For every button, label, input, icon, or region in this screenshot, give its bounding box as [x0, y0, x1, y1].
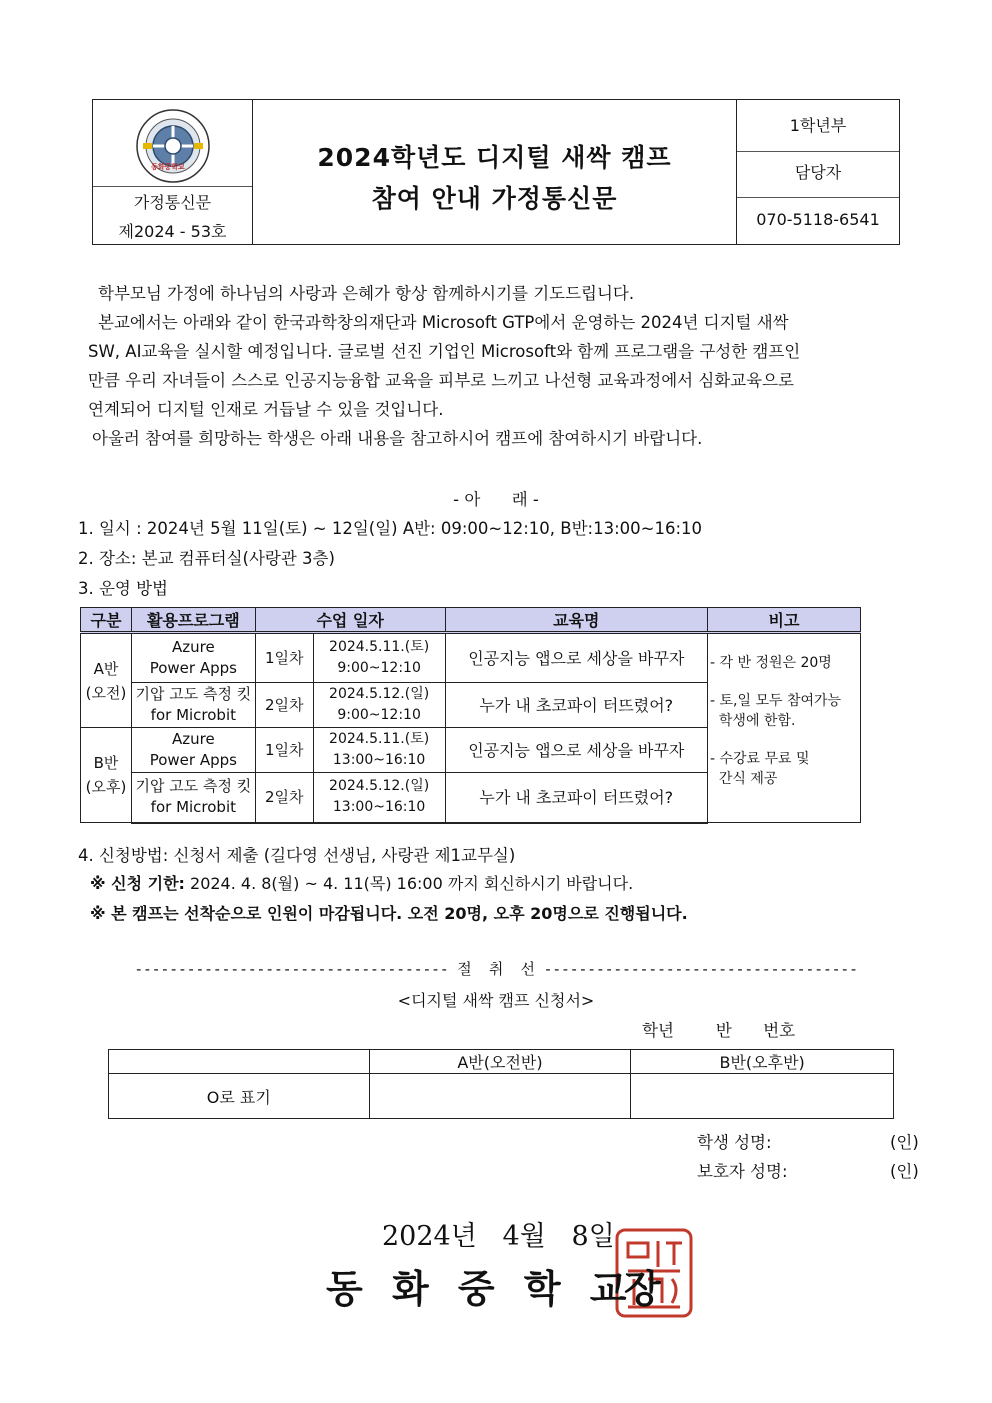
issue-date: 2024년 4월 8일	[382, 1221, 615, 1252]
form-row-label: O로 표기	[109, 1074, 370, 1119]
item-schedule: 1. 일시 : 2024년 5월 11일(토) ~ 12일(일) A반: 09:00~12:10, B반:13:00~16:10	[78, 519, 703, 538]
header-box	[92, 99, 900, 245]
info-cell	[737, 100, 899, 244]
note-deadline-label: ※ 신청 기한:	[90, 874, 185, 893]
item-apply: 4. 신청방법: 신청서 제출 (길다영 선생님, 사랑관 제1교무실)	[78, 846, 516, 865]
contact-label: 담당자	[737, 151, 899, 198]
student-seal-mark: (인)	[890, 1133, 919, 1152]
row-day: 1일차	[255, 633, 313, 683]
remarks-cell	[708, 633, 861, 823]
row-program: 기압 고도 측정 킷 for Microbit	[131, 773, 255, 823]
student-sign-label: 학생 성명:	[697, 1133, 772, 1152]
logo-text-bottom: 동화중학교	[151, 163, 185, 171]
form-corner	[109, 1050, 370, 1074]
table-header-row	[81, 608, 861, 633]
row-course: 인공지능 앱으로 세상을 바꾸자	[445, 633, 707, 683]
th-program: 활용프로그램	[131, 608, 255, 633]
application-form-table	[108, 1049, 894, 1119]
logo-divider	[93, 186, 252, 187]
parent-seal-mark: (인)	[890, 1162, 919, 1181]
remark-2: - 토,일 모두 참여가능 학생에 한함.	[710, 693, 842, 729]
row-course: 인공지능 앱으로 세상을 바꾸자	[445, 728, 707, 773]
school-name: 동 화 중 학 교	[326, 1266, 635, 1311]
parent-sign-label: 보호자 성명:	[697, 1162, 788, 1181]
doc-number: 제2024 - 53호	[118, 222, 227, 241]
logo-text-top	[93, 100, 252, 101]
row-date: 2024.5.12.(일) 9:00~12:10	[313, 683, 445, 728]
item-method: 3. 운영 방법	[78, 579, 168, 598]
th-course: 교육명	[445, 608, 707, 633]
intro-p2-line4: 연계되어 디지털 인재로 거듭날 수 있을 것입니다.	[88, 400, 444, 419]
form-check-a[interactable]	[369, 1074, 631, 1119]
remark-3: - 수강료 무료 및 간식 제공	[710, 751, 810, 787]
logo-cell	[93, 100, 253, 244]
row-date: 2024.5.11.(토) 13:00~16:10	[313, 728, 445, 773]
title-line-2: 참여 안내 가정통신문	[371, 184, 618, 213]
remark-1: - 각 반 정원은 20명	[710, 655, 832, 671]
principal-title: 장	[624, 1266, 661, 1311]
item-location: 2. 장소: 본교 컴퓨터실(사랑관 3층)	[78, 549, 335, 568]
row-day: 2일차	[255, 773, 313, 823]
intro-p2-line3: 만큼 우리 자녀들이 스스로 인공지능융합 교육을 피부로 느끼고 나선형 교육과정에서 심화교육으로	[88, 371, 794, 390]
group-b: B반 (오후)	[81, 728, 132, 823]
schedule-table	[80, 607, 861, 824]
row-day: 2일차	[255, 683, 313, 728]
phone: 070-5118-6541	[756, 210, 880, 229]
dept: 1학년부	[737, 100, 899, 152]
intro-text	[88, 279, 908, 453]
row-program: Azure Power Apps	[131, 633, 255, 683]
title-cell	[253, 100, 737, 244]
row-program: Azure Power Apps	[131, 728, 255, 773]
note-first-come: ※ 본 캠프는 선착순으로 인원이 마감됩니다. 오전 20명, 오후 20명으로 진행됩니다.	[90, 904, 688, 923]
form-col-b: B반(오후반)	[631, 1050, 894, 1074]
student-info-line: 학년 반 번호	[642, 1021, 796, 1040]
intro-p2-line2: SW, AI교육을 실시할 예정입니다. 글로벌 선진 기업인 Microsoft와 함께 프로그램을 구성한 캠프인	[88, 342, 801, 361]
th-remarks: 비고	[708, 608, 861, 633]
intro-p3: 아울러 참여를 희망하는 학생은 아래 내용을 참고하시어 캠프에 참여하시기 바랍니다.	[92, 429, 703, 448]
section-title: - 아 래 -	[453, 490, 539, 509]
form-check-b[interactable]	[631, 1074, 894, 1119]
group-a: A반 (오전)	[81, 633, 132, 728]
row-course: 누가 내 초코파이 터뜨렸어?	[445, 773, 707, 823]
form-title: <디지털 새싹 캠프 신청서>	[397, 991, 595, 1010]
note-deadline	[90, 871, 633, 894]
row-date: 2024.5.12.(일) 13:00~16:10	[313, 773, 445, 823]
intro-p2-line1: 본교에서는 아래와 같이 한국과학창의재단과 Microsoft GTP에서 운영하는 2024년 디지털 새싹	[98, 313, 789, 332]
th-date: 수업 일자	[255, 608, 445, 633]
cut-line: ------------------------------------ 절 취 선 ------------------------------------	[134, 960, 858, 978]
intro-p1: 학부모님 가정에 하나님의 사랑과 은혜가 항상 함께하시기를 기도드립니다.	[98, 284, 635, 303]
title-line-1: 2024학년도 디지털 새싹 캠프	[317, 143, 672, 172]
th-group: 구분	[81, 608, 132, 633]
school-logo-icon	[135, 108, 211, 184]
note-deadline-text: 2024. 4. 8(월) ~ 4. 11(목) 16:00 까지 회신하시기 바랍니다.	[184, 874, 634, 893]
row-course: 누가 내 초코파이 터뜨렸어?	[445, 683, 707, 728]
table-row	[81, 633, 861, 683]
row-program: 기압 고도 측정 킷 for Microbit	[131, 683, 255, 728]
row-day: 1일차	[255, 728, 313, 773]
row-date: 2024.5.11.(토) 9:00~12:10	[313, 633, 445, 683]
doc-type: 가정통신문	[133, 193, 212, 212]
form-col-a: A반(오전반)	[369, 1050, 631, 1074]
